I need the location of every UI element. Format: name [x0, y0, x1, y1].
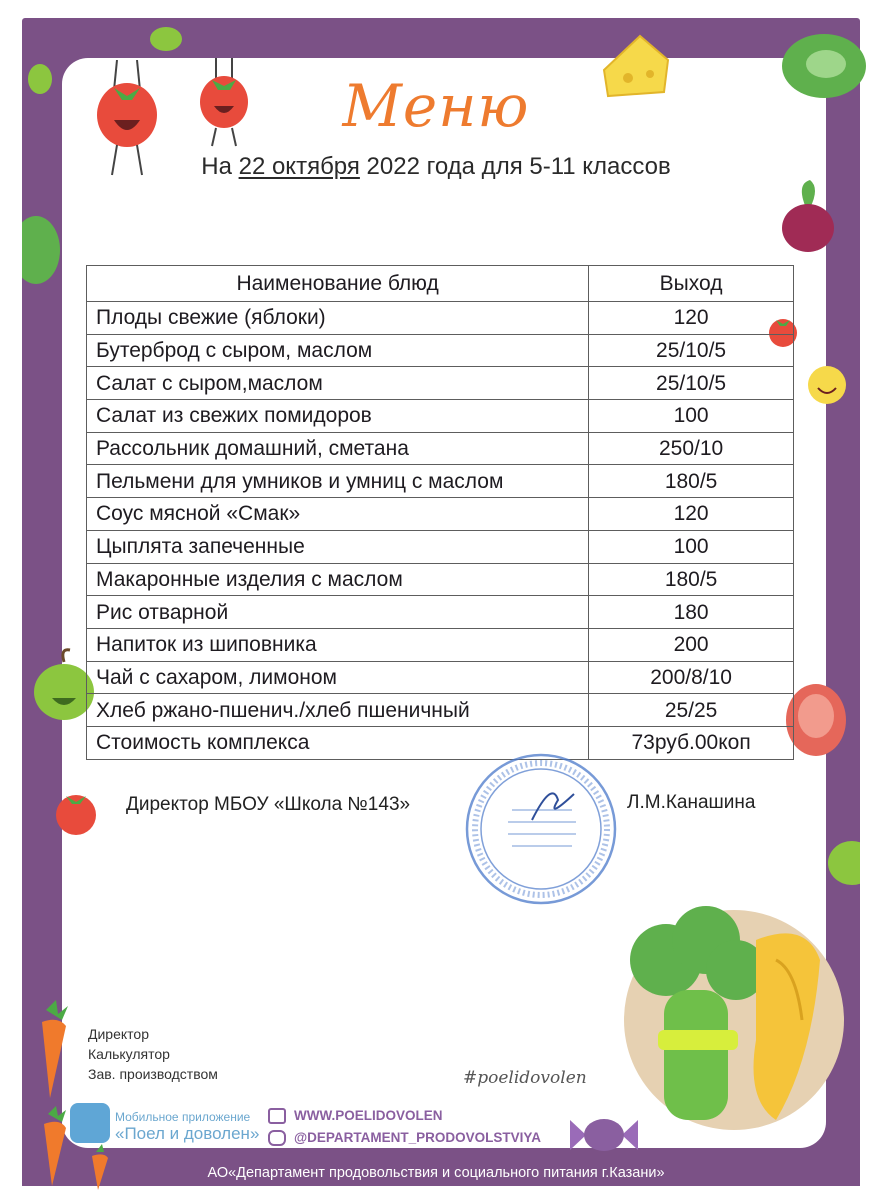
dish-yield: 25/10/5 [589, 334, 794, 367]
broccoli-icon [606, 900, 846, 1150]
dish-name: Салат из свежих помидоров [87, 400, 589, 433]
staff-director: Директор [88, 1026, 149, 1042]
dish-yield: 25/10/5 [589, 367, 794, 400]
dish-name: Салат с сыром,маслом [87, 367, 589, 400]
staff-calculator: Калькулятор [88, 1046, 170, 1062]
cabbage-icon [826, 838, 860, 888]
dish-name: Пельмени для умников и умниц с маслом [87, 465, 589, 498]
instagram-link[interactable]: @DEPARTAMENT_PRODOVOLSTVIYA [294, 1130, 541, 1145]
cabbage-icon [22, 210, 62, 290]
dish-name: Хлеб ржано-пшенич./хлеб пшеничный [87, 694, 589, 727]
table-row [87, 432, 794, 465]
stamp-seal [462, 750, 620, 908]
website-link[interactable]: WWW.POELIDOVOLEN [294, 1108, 443, 1123]
dish-name: Чай с сахаром, лимоном [87, 661, 589, 694]
table-row [87, 628, 794, 661]
director-name: Л.М.Канашина [627, 792, 756, 813]
table-row [87, 563, 794, 596]
dish-name: Рассольник домашний, сметана [87, 432, 589, 465]
table-row [87, 302, 794, 335]
dish-yield: 100 [589, 530, 794, 563]
dish-name: Цыплята запеченные [87, 530, 589, 563]
app-name: «Поел и доволен» [115, 1124, 260, 1143]
table-row-total [87, 726, 794, 759]
page-title: Меню [342, 72, 530, 140]
dish-name: Макаронные изделия с маслом [87, 563, 589, 596]
social-links [268, 1105, 541, 1149]
dish-yield: 100 [589, 400, 794, 433]
staff-production-manager: Зав. производством [88, 1066, 218, 1082]
table-row [87, 530, 794, 563]
column-header-dish: Наименование блюд [87, 266, 589, 302]
cabbage-icon [148, 24, 184, 54]
dish-yield: 200/8/10 [589, 661, 794, 694]
dish-yield: 180 [589, 596, 794, 629]
dish-name: Соус мясной «Смак» [87, 498, 589, 531]
dish-yield: 25/25 [589, 694, 794, 727]
subtitle-prefix: На [201, 153, 239, 180]
instagram-icon [268, 1130, 286, 1146]
total-price: 73руб.00коп [589, 726, 794, 759]
tomato-icon [52, 788, 100, 836]
cheese-icon [806, 364, 848, 406]
table-row [87, 334, 794, 367]
table-row [87, 694, 794, 727]
table-row [87, 596, 794, 629]
subtitle-date: 22 октября [238, 153, 360, 180]
website-icon [268, 1108, 286, 1124]
director-title: Директор МБОУ «Школа №143» [126, 794, 411, 815]
app-promo [115, 1110, 259, 1144]
dish-yield: 180/5 [589, 563, 794, 596]
footer-organization: АО«Департамент продовольствия и социального питания г.Казани» [207, 1165, 665, 1181]
table-row [87, 367, 794, 400]
dish-name: Напиток из шиповника [87, 628, 589, 661]
table-row [87, 498, 794, 531]
carrot-icon [28, 1000, 78, 1100]
dish-yield: 200 [589, 628, 794, 661]
menu-table [86, 265, 794, 760]
table-row [87, 661, 794, 694]
app-icon [70, 1103, 110, 1143]
dish-yield: 120 [589, 302, 794, 335]
table-row [87, 400, 794, 433]
beet-icon [776, 178, 840, 258]
table-row [87, 465, 794, 498]
app-caption: Мобильное приложение [115, 1110, 251, 1124]
staff-list [88, 1024, 218, 1084]
column-header-yield: Выход [589, 266, 794, 302]
carrot-icon [86, 1144, 114, 1192]
table-header-row [87, 266, 794, 302]
subtitle-suffix: 2022 года для 5-11 классов [359, 153, 671, 180]
dish-yield: 180/5 [589, 465, 794, 498]
dish-name: Бутерброд с сыром, маслом [87, 334, 589, 367]
total-label: Стоимость комплекса [87, 726, 589, 759]
menu-subtitle [0, 153, 872, 181]
dish-name: Плоды свежие (яблоки) [87, 302, 589, 335]
hashtag: #poelidovolen [463, 1068, 587, 1088]
dish-yield: 120 [589, 498, 794, 531]
candy-icon [566, 1110, 642, 1160]
dish-name: Рис отварной [87, 596, 589, 629]
dish-yield: 250/10 [589, 432, 794, 465]
